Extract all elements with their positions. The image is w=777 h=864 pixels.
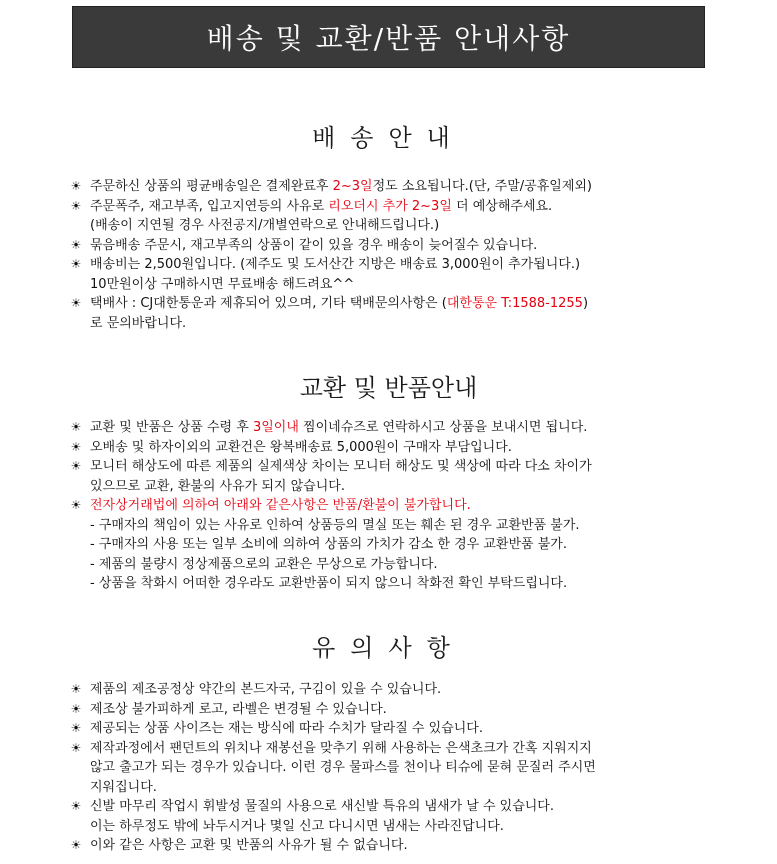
- section-title-notice: 유의사항: [312, 634, 465, 662]
- list-item: [68, 555, 728, 575]
- sun-bullet-icon: ☀: [70, 682, 82, 696]
- list-item-text: [90, 680, 441, 700]
- list-item-text: [90, 314, 186, 334]
- highlight-text: 리오더시 추가 2~3일: [328, 198, 452, 214]
- list-item-text: [90, 275, 354, 295]
- page-title: 배송 및 교환/반품 안내사항: [206, 22, 571, 55]
- list-item-text: [90, 418, 587, 438]
- list-item: [68, 236, 728, 256]
- highlight-text: 전자상거래법에 의하여 아래와 같은사항은 반품/환불이 불가합니다.: [90, 498, 471, 513]
- list-item: [68, 197, 728, 217]
- list-item-text: [90, 236, 537, 256]
- list-item-text: [90, 574, 567, 594]
- sun-bullet-icon: ☀: [70, 179, 82, 193]
- text-segment: 모니터 해상도에 따른 제품의 실제색상 차이는 모니터 해상도 및 색상에 따라 다소 차이가: [90, 459, 592, 474]
- list-item-text: [90, 177, 592, 197]
- sun-bullet-icon: ☀: [70, 459, 82, 473]
- text-segment: 찜이네슈즈로 연락하시고 상품을 보내시면 됩니다.: [298, 420, 588, 435]
- list-item-text: [90, 719, 483, 739]
- list-item: [68, 438, 728, 458]
- title-banner: [72, 6, 705, 68]
- list-item: [68, 177, 728, 197]
- list-item-text: [90, 477, 345, 497]
- text-segment: - 상품을 착화시 어떠한 경우라도 교환반품이 되지 않으니 착화전 확인 부탁드립니다.: [90, 576, 568, 591]
- text-segment: 주문폭주, 재고부족, 입고지연등의 사유로: [90, 198, 329, 214]
- sun-bullet-icon: ☀: [70, 838, 82, 852]
- sun-bullet-icon: ☀: [70, 296, 82, 310]
- list-item: [68, 255, 728, 275]
- list-item: [68, 516, 728, 536]
- text-segment: 제공되는 상품 사이즈는 재는 방식에 따라 수치가 달라질 수 있습니다.: [90, 721, 483, 736]
- text-segment: - 제품의 불량시 정상제품으로의 교환은 무상으로 가능합니다.: [90, 556, 438, 572]
- text-segment: 신발 마무리 작업시 휘발성 물질의 사용으로 새신발 특유의 냄새가 날 수 있습니다.: [90, 799, 555, 814]
- list-item: [68, 817, 728, 837]
- list-item: [68, 680, 728, 700]
- list-item-text: [90, 555, 438, 575]
- sun-bullet-icon: ☀: [70, 498, 82, 512]
- list-item: [68, 574, 728, 594]
- list-item-text: [90, 739, 592, 759]
- text-segment: 주문하신 상품의 평균배송일은 결제완료후: [90, 179, 333, 194]
- list-item-text: [90, 700, 387, 720]
- sun-bullet-icon: ☀: [70, 740, 82, 755]
- list-item-text: [90, 758, 596, 778]
- list-item: [68, 719, 728, 739]
- text-segment: 정도 소요됩니다.(단, 주말/공휴일제외): [372, 179, 593, 194]
- shipping-list: [68, 177, 728, 333]
- list-item: [68, 294, 728, 314]
- text-segment: (배송이 지연될 경우 사전공지/개별연락으로 안내해드립니다.): [90, 218, 440, 233]
- highlight-text: 대한통운 T:1588-1255: [446, 296, 583, 311]
- highlight-text: 2~3일: [332, 179, 373, 194]
- list-item: [68, 418, 728, 438]
- sun-bullet-icon: ☀: [70, 701, 82, 716]
- list-item: [68, 836, 728, 856]
- list-item-text: [90, 496, 471, 516]
- list-item: [68, 797, 728, 817]
- text-segment: 오배송 및 하자이외의 교환건은 왕복배송료 5,000원이 구매자 부담입니다.: [90, 439, 512, 455]
- list-item: [68, 535, 728, 555]
- text-segment: 제조상 불가피하게 로고, 라벨은 변경될 수 있습니다.: [90, 701, 387, 717]
- list-item: [68, 496, 728, 516]
- list-item-text: [90, 836, 408, 856]
- text-segment: 제작과정에서 팬던트의 위치나 재봉선을 맞추기 위해 사용하는 은색초크가 간혹 지워지지: [90, 740, 592, 756]
- list-item-text: [90, 438, 512, 458]
- list-item-text: [90, 197, 552, 217]
- sun-bullet-icon: ☀: [70, 257, 82, 271]
- sun-bullet-icon: ☀: [70, 721, 82, 735]
- text-segment: 이와 같은 사항은 교환 및 반품의 사유가 될 수 없습니다.: [90, 838, 408, 853]
- text-segment: 있으므로 교환, 환불의 사유가 되지 않습니다.: [90, 478, 345, 494]
- list-item: [68, 314, 728, 334]
- text-segment: 묶음배송 주문시, 재고부족의 상품이 같이 있을 경우 배송이 늦어질수 있습니다.: [90, 237, 538, 253]
- list-item: [68, 477, 728, 497]
- list-item-text: [90, 817, 504, 837]
- list-item-text: [90, 255, 580, 275]
- highlight-text: 3일이내: [252, 420, 299, 435]
- text-segment: 더 예상해주세요.: [451, 198, 553, 214]
- section-title-exchange: 교환 및 반품안내: [299, 374, 478, 402]
- list-item: [68, 778, 728, 798]
- list-item-text: [90, 516, 580, 536]
- sun-bullet-icon: ☀: [70, 420, 82, 434]
- text-segment: 택배사 : CJ대한통운과 제휴되어 있으며, 기타 택배문의사항은 (: [90, 296, 447, 311]
- list-item-text: [90, 535, 567, 555]
- sun-bullet-icon: ☀: [70, 439, 82, 454]
- list-item-text: [90, 457, 592, 477]
- text-segment: ): [582, 296, 589, 311]
- text-segment: 지워집니다.: [90, 779, 157, 795]
- text-segment: 않고 출고가 되는 경우가 있습니다. 이런 경우 물파스를 천이나 티슈에 묻혀 문질러 주시면: [90, 760, 596, 775]
- list-item: [68, 700, 728, 720]
- exchange-list: [68, 418, 728, 594]
- list-item-text: [90, 778, 157, 798]
- text-segment: 교환 및 반품은 상품 수령 후: [90, 420, 253, 435]
- list-item: [68, 275, 728, 295]
- text-segment: - 구매자의 책임이 있는 사유로 인하여 상품등의 멸실 또는 훼손 된 경우 교환반품 불가.: [90, 517, 580, 533]
- sun-bullet-icon: ☀: [70, 198, 82, 213]
- list-item: [68, 216, 728, 236]
- text-segment: 10만원이상 구매하시면 무료배송 해드려요^^: [90, 276, 355, 292]
- list-item: [68, 457, 728, 477]
- section-title-shipping: 배송안내: [312, 124, 465, 152]
- text-segment: 이는 하루정도 밖에 놔두시거나 몇일 신고 다니시면 냄새는 사라진답니다.: [90, 818, 504, 834]
- list-item: [68, 758, 728, 778]
- list-item-text: [90, 294, 588, 314]
- sun-bullet-icon: ☀: [70, 237, 82, 252]
- text-segment: - 구매자의 사용 또는 일부 소비에 의하여 상품의 가치가 감소 한 경우 교환반품 불가.: [90, 537, 567, 552]
- text-segment: 배송비는 2,500원입니다. (제주도 및 도서산간 지방은 배송료 3,000원이 추가됩니다.): [90, 257, 581, 272]
- list-item-text: [90, 216, 439, 236]
- notice-list: [68, 680, 728, 856]
- text-segment: 로 문의바랍니다.: [90, 315, 187, 331]
- text-segment: 제품의 제조공정상 약간의 본드자국, 구김이 있을 수 있습니다.: [90, 682, 442, 697]
- list-item-text: [90, 797, 554, 817]
- sun-bullet-icon: ☀: [70, 799, 82, 813]
- list-item: [68, 739, 728, 759]
